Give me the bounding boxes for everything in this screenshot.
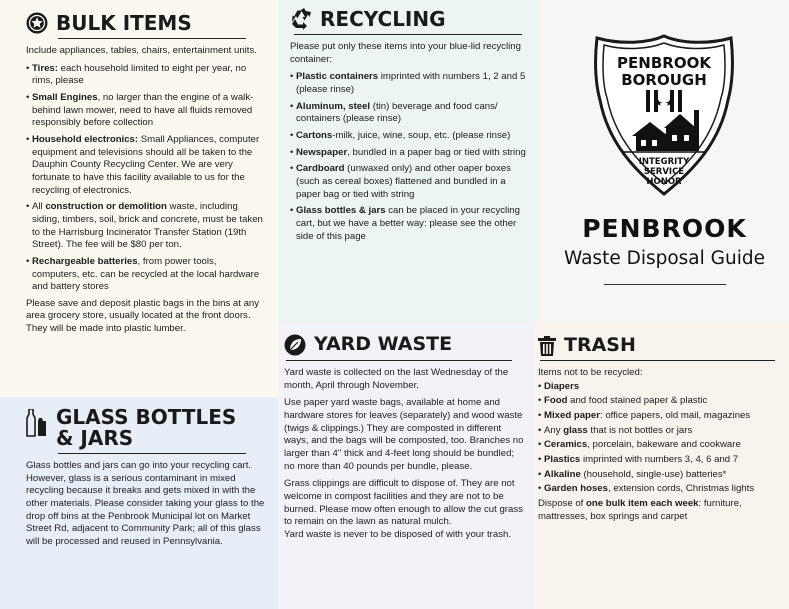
trash-heading xyxy=(538,336,783,356)
recycling-list xyxy=(290,71,532,243)
trash-item: • Plastics imprinted with numbers 3, 4, 6 and 7 xyxy=(538,454,783,467)
recycling-title: RECYCLING xyxy=(320,6,446,31)
recycling-body xyxy=(290,41,532,243)
bulk-items-heading xyxy=(26,12,266,34)
bulk-item: • Small Engines, no larger than the engine of a walk-behind lawn mower, need to have all fluids removed responsibly before collection xyxy=(26,92,266,130)
trash-item: • Alkaline (household, single-use) batteries* xyxy=(538,469,783,482)
yard-waste-rule xyxy=(286,360,512,361)
bulk-items-rule xyxy=(58,38,246,39)
svg-text:★ ★: ★ ★ xyxy=(654,98,674,108)
bulk-item: • Tires: each household limited to eight per year, no rims, please xyxy=(26,63,266,88)
recycling-item: • Glass bottles & jars can be placed in your recycling cart, but we have a better way: please see the other side of this page xyxy=(290,205,532,243)
trash-body xyxy=(538,367,783,523)
bulk-item: • Household electronics: Small Appliances, computer equipment and televisions should all be taken to the Dauphin County Recycling Center. We are very fortunate to have this facility available to us for the recycling of electronics. xyxy=(26,134,266,197)
penbrook-borough-badge xyxy=(592,34,736,198)
badge-text-bottom1: INTEGRITY xyxy=(638,157,690,167)
brand-title: PENBROOK xyxy=(582,214,747,243)
trash-item: • Ceramics, porcelain, bakeware and cookware xyxy=(538,439,783,452)
recycling-item: • Newspaper, bundled in a paper bag or tied with string xyxy=(290,147,532,160)
trash-title: TRASH xyxy=(564,334,636,357)
bulk-item: • All construction or demolition waste, including siding, timbers, soil, brick and concrete, must be taken to the Harrisburg Incinerator Transfer Station (19th Street). The fee will be $80 per ton. xyxy=(26,201,266,252)
trash-can-icon xyxy=(538,336,556,356)
glass-title-line1: GLASS BOTTLES xyxy=(56,405,237,429)
trash-outro: Dispose of one bulk item each week: furniture, mattresses, box springs and carpet xyxy=(538,497,742,522)
trash-item: • Any glass that is not bottles or jars xyxy=(538,425,783,438)
brand-underline xyxy=(604,284,726,285)
glass-body xyxy=(26,460,266,549)
yard-waste-title: YARD WASTE xyxy=(314,333,453,356)
glass-text: Glass bottles and jars can go into your recycling cart. However, glass is a serious contaminant in mixed recycling because it breaks and gets mixed in with the other materials. Please consider taking your glass to the drop off bins at the Penbrook Municipal lot on Market Street Rd, adjacent to Community Park; all of this glass will be processed and reused in Pennsylvania. xyxy=(26,460,265,547)
recycling-heading xyxy=(290,8,532,30)
badge-text-bottom3: HONOR xyxy=(646,177,682,187)
bulk-list xyxy=(26,63,266,294)
bottle-icon xyxy=(26,409,48,437)
recycle-icon xyxy=(290,8,312,30)
recycling-item: • Plastic containers imprinted with numbers 1, 2 and 5 (please rinse) xyxy=(290,71,532,96)
badge-text-top1: PENBROOK xyxy=(617,54,711,72)
yard-para: Use paper yard waste bags, available at home and hardware stores for leaves (separately) and wood waste (twigs & clippings.) They are composted in different ways, and the bags will be composted, too. Branches no larger than 4" thick and 4-feet long should be bundled; no more than 40 pounds per bundle, please. xyxy=(284,397,524,472)
trash-list xyxy=(538,381,783,496)
glass-title-line2: & JARS xyxy=(56,426,134,450)
recycling-section xyxy=(278,0,540,322)
yard-para: Yard waste is never to be disposed of with your trash. xyxy=(284,528,511,540)
bulk-items-title: BULK ITEMS xyxy=(56,10,192,35)
recycling-item: • Aluminum, steel (tin) beverage and food cans/ containers (please rinse) xyxy=(290,101,532,126)
trash-item: • Mixed paper: office papers, old mail, magazines xyxy=(538,410,783,423)
leaf-icon xyxy=(284,334,306,356)
brand-subtitle: Waste Disposal Guide xyxy=(563,248,765,269)
yard-waste-heading xyxy=(284,334,526,356)
bulk-outro: Please save and deposit plastic bags in the bins at any area grocery store, usually located at the front doors. They will be made into plastic lumber. xyxy=(26,297,260,335)
glass-heading xyxy=(26,407,266,449)
trash-item: • Diapers xyxy=(538,381,783,394)
glass-rule xyxy=(58,453,246,454)
bulk-intro: Include appliances, tables, chairs, entertainment units. xyxy=(26,45,257,56)
trash-item: • Garden hoses, extension cords, Christmas lights xyxy=(538,483,783,496)
recycling-rule xyxy=(294,34,522,35)
trash-rule xyxy=(540,360,775,361)
recycling-intro: Please put only these items into your blue-lid recycling container: xyxy=(290,41,521,65)
yard-para: Yard waste is collected on the last Wednesday of the month, April through November. xyxy=(284,367,509,391)
yard-para: Grass clippings are difficult to dispose of. They are not welcome in compost facilities and they are not to be burned. Please mow often enough to allow the cut grass to remain on the lawn as natural mulch. xyxy=(284,478,523,528)
yard-waste-body xyxy=(284,367,526,542)
badge-text-top2: BOROUGH xyxy=(621,71,707,89)
recycling-item: • Cartons-milk, juice, wine, soup, etc. (please rinse) xyxy=(290,130,532,143)
badge-text-bottom2: SERVICE xyxy=(643,167,685,177)
brand-section xyxy=(540,0,789,322)
trash-item: • Food and food stained paper & plastic xyxy=(538,395,783,408)
yard-waste-section xyxy=(278,322,534,609)
trash-intro: Items not to be recycled: xyxy=(538,367,643,378)
recycling-item: • Cardboard (unwaxed only) and other oaper boxes (such as cereal boxes) flattened and bundled in a paper bag or tied with string xyxy=(290,163,532,201)
bulk-items-section xyxy=(0,0,278,397)
bulk-items-body xyxy=(26,45,266,336)
glass-section xyxy=(0,397,278,609)
bulk-items-icon xyxy=(26,12,48,34)
trash-section xyxy=(534,322,789,609)
bulk-item: • Rechargeable batteries, from power tools, computers, etc. can be recycled at the local hardware and battery stores xyxy=(26,256,266,294)
